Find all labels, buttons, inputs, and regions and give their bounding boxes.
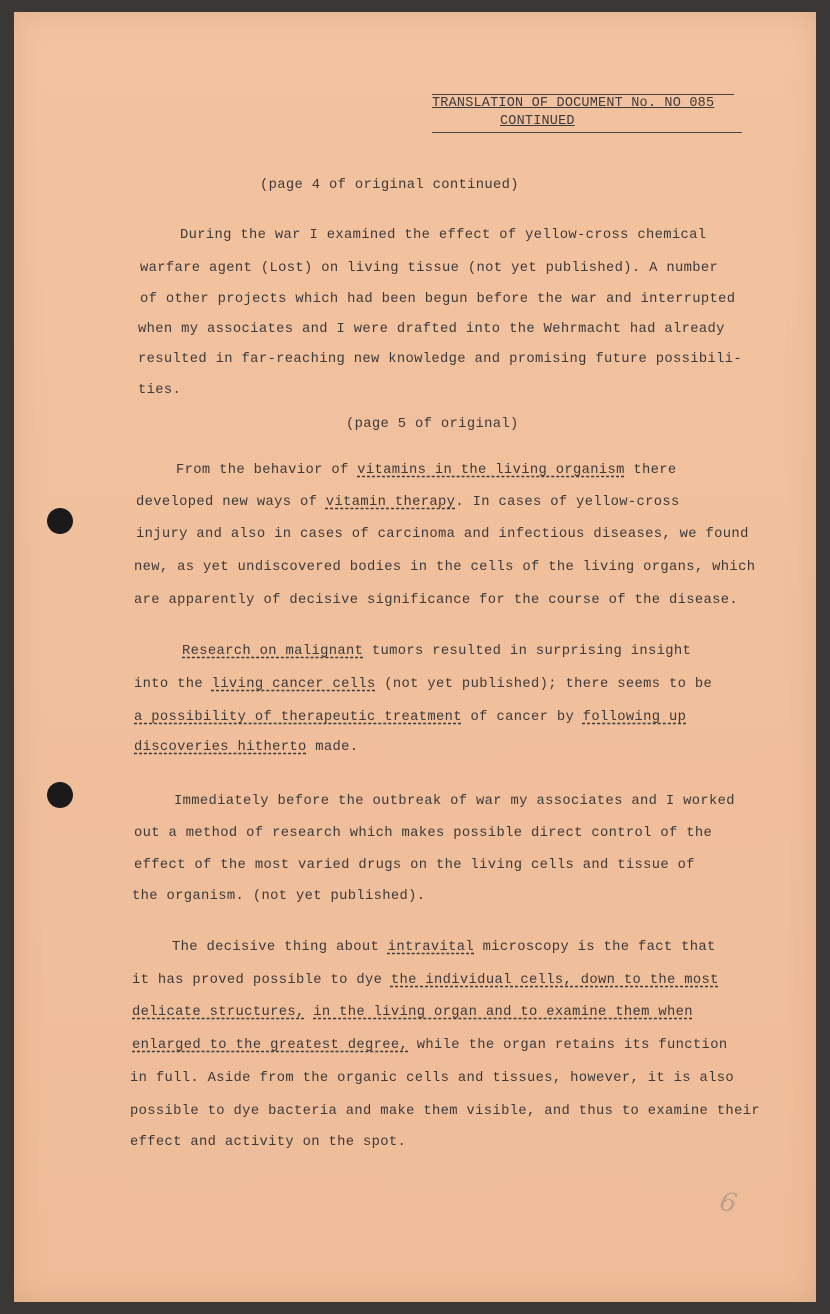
paragraph-3-line-4: discoveries hitherto made. [134, 740, 359, 755]
punch-hole-lower [47, 782, 73, 808]
paragraph-5-line-3: delicate structures, in the living organ and to examine them when [132, 1005, 693, 1020]
paragraph-4-line-3: effect of the most varied drugs on the living cells and tissue of [134, 858, 695, 873]
paragraph-5-line-2: it has proved possible to dye the individual cells, down to the most [132, 973, 719, 988]
header-rule-top [432, 94, 734, 95]
paragraph-1-line-6: ties. [138, 383, 182, 398]
paragraph-3-line-3: a possibility of therapeutic treatment of cancer by following up [134, 710, 687, 725]
paragraph-2-line-2: developed new ways of vitamin therapy. In cases of yellow-cross [136, 495, 680, 510]
paragraph-4-line-2: out a method of research which makes possible direct control of the [134, 826, 713, 841]
header-subtitle: CONTINUED [500, 114, 575, 129]
paragraph-3-line-2: into the living cancer cells (not yet published); there seems to be [134, 677, 713, 692]
paragraph-1-line-5: resulted in far-reaching new knowledge and promising future possibili- [138, 352, 743, 367]
page-note-continued: (page 4 of original continued) [260, 178, 519, 193]
paragraph-2-line-1: From the behavior of vitamins in the living organism there [176, 463, 677, 478]
paragraph-1-line-2: warfare agent (Lost) on living tissue (not yet published). A number [140, 261, 719, 276]
paragraph-2-line-5: are apparently of decisive significance for the course of the disease. [134, 593, 739, 608]
paragraph-5-line-7: effect and activity on the spot. [130, 1135, 407, 1150]
page-number: 6 [717, 1186, 740, 1220]
paragraph-5-line-5: in full. Aside from the organic cells and tissues, however, it is also [130, 1071, 735, 1086]
paragraph-3-line-1: Research on malignant tumors resulted in surprising insight [182, 644, 692, 659]
punch-hole-upper [47, 508, 73, 534]
paragraph-2-line-4: new, as yet undiscovered bodies in the cells of the living organs, which [134, 560, 756, 575]
paragraph-1-line-4: when my associates and I were drafted into the Wehrmacht had already [138, 322, 725, 337]
paragraph-2-line-3: injury and also in cases of carcinoma and infectious diseases, we found [136, 527, 749, 542]
header-rule-bottom [432, 132, 742, 133]
document-page [14, 12, 816, 1302]
paragraph-5-line-4: enlarged to the greatest degree, while the organ retains its function [132, 1038, 728, 1053]
page-note-page-5: (page 5 of original) [346, 417, 519, 432]
paragraph-5-line-1: The decisive thing about intravital microscopy is the fact that [172, 940, 716, 955]
paragraph-5-line-6: possible to dye bacteria and make them visible, and thus to examine their [130, 1104, 760, 1119]
header-title: TRANSLATION OF DOCUMENT No. NO 085 [432, 96, 715, 111]
paragraph-1-line-1: During the war I examined the effect of yellow-cross chemical [180, 228, 707, 243]
paragraph-4-line-1: Immediately before the outbreak of war my associates and I worked [174, 794, 735, 809]
paragraph-1-line-3: of other projects which had been begun before the war and interrupted [140, 292, 736, 307]
paragraph-4-line-4: the organism. (not yet published). [132, 889, 426, 904]
